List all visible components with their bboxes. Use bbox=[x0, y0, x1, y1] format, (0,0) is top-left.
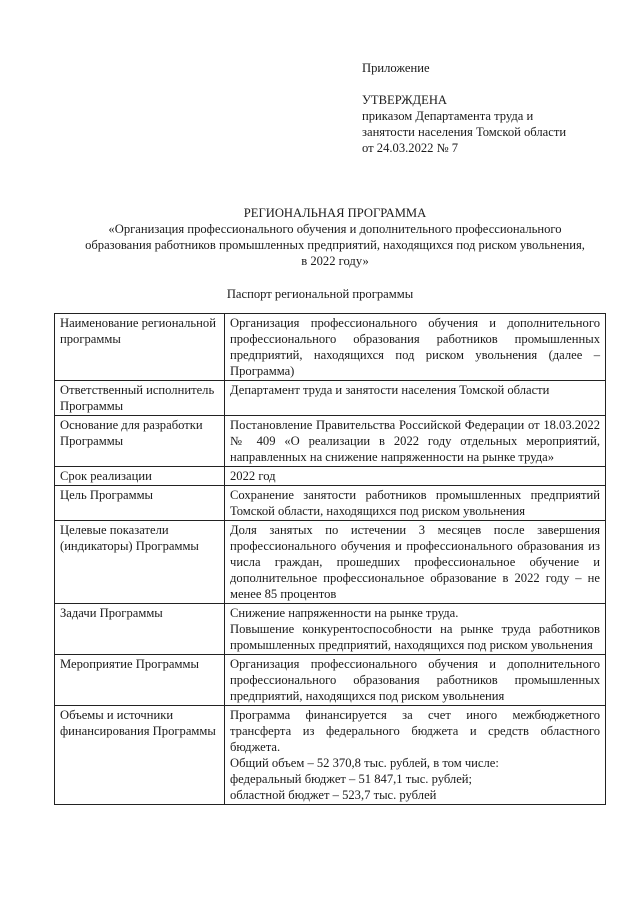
row-value bbox=[225, 467, 606, 486]
value-paragraph: Снижение напряженности на рынке труда. bbox=[230, 606, 459, 620]
table-row bbox=[55, 706, 606, 805]
value-paragraph: Организация профессионального обучения и дополнительного профессионального образования работников промышленных предприятий, находящихся под риском увольнения bbox=[230, 657, 600, 703]
value-paragraph: Сохранение занятости работников промышленных предприятий Томской области, находящихся под риском увольнения bbox=[230, 488, 600, 518]
row-label: Ответственный исполнитель Программы bbox=[55, 381, 225, 416]
table-row bbox=[55, 521, 606, 604]
row-value bbox=[225, 486, 606, 521]
program-title-line-1: «Организация профессионального обучения и дополнительного профессионального bbox=[108, 222, 562, 236]
value-paragraph: областной бюджет – 523,7 тыс. рублей bbox=[230, 788, 437, 802]
approval-block bbox=[362, 60, 612, 156]
passport-title: Паспорт региональной программы bbox=[226, 287, 414, 301]
table-row bbox=[55, 314, 606, 381]
row-value bbox=[225, 655, 606, 706]
value-paragraph: Постановление Правительства Российской Федерации от 18.03.2022 № 409 «О реализации в 2022 году отдельных мероприятий, направленных на снижение напряженности на рынке труда» bbox=[230, 418, 600, 464]
table-row bbox=[55, 604, 606, 655]
row-label: Целевые показатели (индикаторы) Программы bbox=[55, 521, 225, 604]
approval-line-2: занятости населения Томской области bbox=[362, 125, 567, 139]
table-row bbox=[55, 486, 606, 521]
row-label: Задачи Программы bbox=[55, 604, 225, 655]
row-label: Основание для разработки Программы bbox=[55, 416, 225, 467]
table-row bbox=[55, 655, 606, 706]
row-value bbox=[225, 381, 606, 416]
value-paragraph: 2022 год bbox=[230, 469, 276, 483]
row-value bbox=[225, 604, 606, 655]
row-label: Наименование региональной программы bbox=[55, 314, 225, 381]
approval-line-1: приказом Департамента труда и bbox=[362, 109, 534, 123]
row-value bbox=[225, 706, 606, 805]
program-title-line-2: образования работников промышленных предприятий, находящихся под риском увольнения, bbox=[85, 238, 585, 252]
table-row bbox=[55, 467, 606, 486]
appendix-label: Приложение bbox=[362, 61, 430, 75]
row-label: Срок реализации bbox=[55, 467, 225, 486]
table-row bbox=[55, 416, 606, 467]
value-paragraph: Общий объем – 52 370,8 тыс. рублей, в том числе: bbox=[230, 756, 499, 770]
row-value bbox=[225, 416, 606, 467]
value-paragraph: Департамент труда и занятости населения Томской области bbox=[230, 383, 550, 397]
value-paragraph: Программа финансируется за счет иного межбюджетного трансферта из федерального бюджета и средств областного бюджета. bbox=[230, 708, 600, 754]
program-title-block bbox=[40, 205, 630, 269]
row-label: Объемы и источники финансирования Программы bbox=[55, 706, 225, 805]
table-row bbox=[55, 381, 606, 416]
value-paragraph: Доля занятых по истечении 3 месяцев после завершения профессионального обучения и профессионального образования из числа граждан, прошедших профессиональное обучение и дополнительное профессиональное образование в 2022 году – не менее 85 процентов bbox=[230, 523, 600, 601]
value-paragraph: Повышение конкурентоспособности на рынке труда работников промышленных предприятий, находящихся под риском увольнения bbox=[230, 622, 600, 652]
value-paragraph: Организация профессионального обучения и дополнительного профессионального образования работников промышленных предприятий, находящихся под риском увольнения (далее – Программа) bbox=[230, 316, 600, 378]
program-title-line-3: в 2022 году» bbox=[301, 254, 369, 268]
value-paragraph: федеральный бюджет – 51 847,1 тыс. рублей; bbox=[230, 772, 473, 786]
program-heading: РЕГИОНАЛЬНАЯ ПРОГРАММА bbox=[243, 206, 427, 220]
row-value bbox=[225, 314, 606, 381]
row-label: Мероприятие Программы bbox=[55, 655, 225, 706]
row-value bbox=[225, 521, 606, 604]
approval-line-3: от 24.03.2022 № 7 bbox=[362, 141, 459, 155]
passport-table bbox=[54, 313, 606, 805]
approved-label: УТВЕРЖДЕНА bbox=[362, 93, 448, 107]
row-label: Цель Программы bbox=[55, 486, 225, 521]
